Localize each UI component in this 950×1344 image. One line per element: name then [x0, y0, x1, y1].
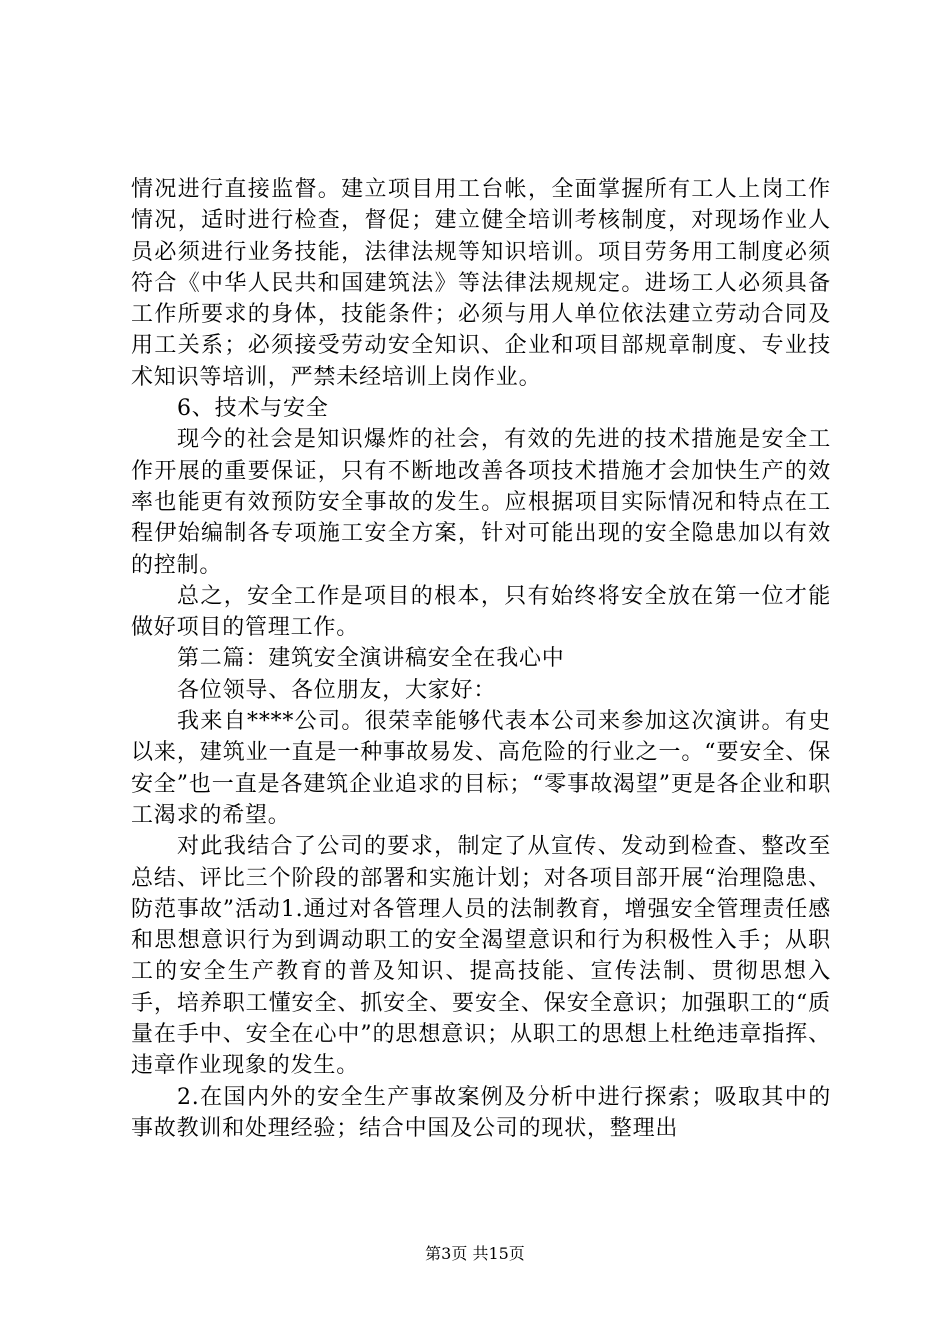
- body-text: [131, 174, 831, 1144]
- section-heading-technology-safety: 6、技术与安全: [177, 396, 329, 422]
- paragraph-case-study: 2.在国内外的安全生产事故案例及分析中进行探索；吸取其中的事故教训和处理经验；结合中国及公司的现状，整理出: [131, 1084, 831, 1141]
- paragraph-introduction: 我来自****公司。很荣幸能够代表本公司来参加这次演讲。有史以来，建筑业一直是一种事故易发、高危险的行业之一。“要安全、保安全”也一直是各建筑企业追求的目标；“零事故渴望”更是各企业和职工渴求的希望。: [131, 709, 831, 828]
- paragraph-technical-measures: 现今的社会是知识爆炸的社会，有效的先进的技术措施是安全工作开展的重要保证，只有不断地改善各项技术措施才会加快生产的效率也能更有效预防安全事故的发生。应根据项目实际情况和特点在工程伊始编制各专项施工安全方案，针对可能出现的安全隐患加以有效的控制。: [131, 427, 831, 578]
- paragraph-plan: 对此我结合了公司的要求，制定了从宣传、发动到检查、整改至总结、评比三个阶段的部署和实施计划；对各项目部开展“治理隐患、防范事故”活动1.通过对各管理人员的法制教育，增强安全管理责任感和思想意识行为到调动职工的安全渴望意识和行为积极性入手；从职工的安全生产教育的普及知识、提高技能、宣传法制、贯彻思想入手，培养职工懂安全、抓安全、要安全、保安全意识；加强职工的“质量在手中、安全在心中”的思想意识；从职工的思想上杜绝违章指挥、违章作业现象的发生。: [131, 834, 831, 1079]
- page-number-footer: 第3页 共15页: [425, 1244, 525, 1263]
- paragraph-conclusion: 总之，安全工作是项目的根本，只有始终将安全放在第一位才能做好项目的管理工作。: [131, 583, 831, 641]
- paragraph-labor-supervision: 情况进行直接监督。建立项目用工台帐，全面掌握所有工人上岗工作情况，适时进行检查，督促；建立健全培训考核制度，对现场作业人员必须进行业务技能，法律法规等知识培训。项目劳务用工制度必须符合《中华人民共和国建筑法》等法律法规规定。进场工人必须具备工作所要求的身体，技能条件；必须与用人单位依法建立劳动合同及用工关系；必须接受劳动安全知识、企业和项目部规章制度、专业技术知识等培训，严禁未经培训上岗作业。: [131, 177, 831, 390]
- greeting: 各位领导、各位朋友，大家好：: [177, 677, 497, 703]
- chapter-title-second: 第二篇：建筑安全演讲稿安全在我心中: [177, 646, 565, 672]
